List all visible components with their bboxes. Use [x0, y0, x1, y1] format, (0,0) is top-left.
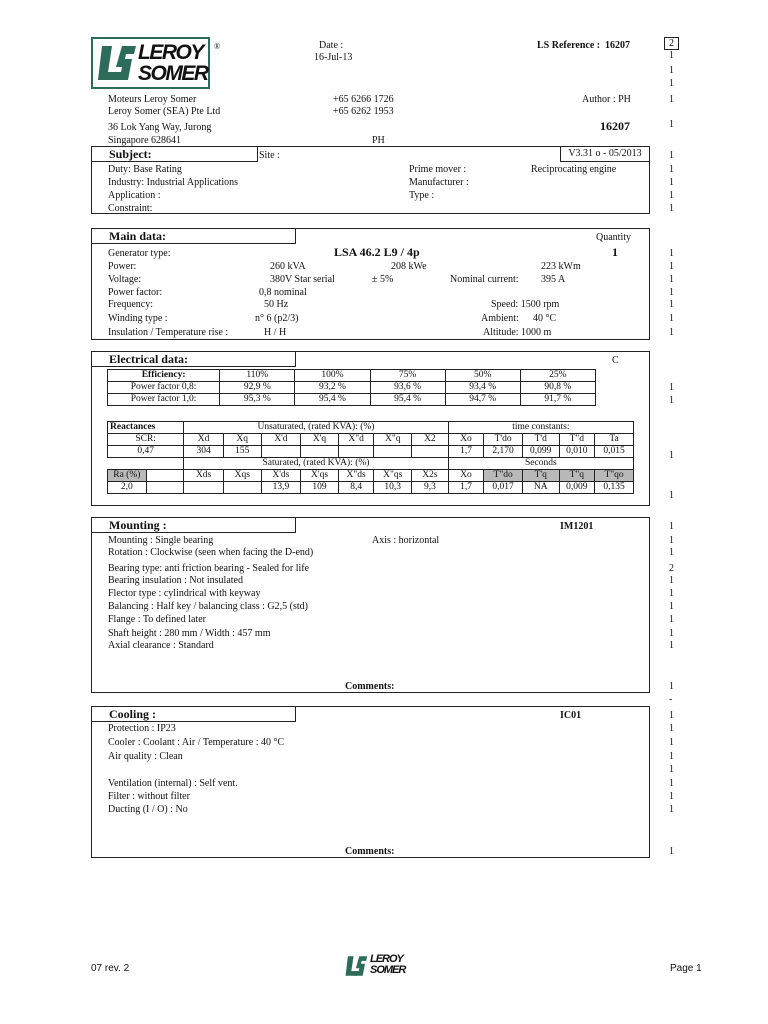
- eff-row-pf10-label: Power factor 1,0:: [108, 394, 220, 406]
- react-val: 304: [184, 446, 224, 458]
- margin-marker: 1: [669, 535, 674, 546]
- footer-logo-somer: SOMER: [370, 964, 406, 976]
- margin-marker: 1: [669, 640, 674, 651]
- margin-marker: 1: [669, 150, 674, 161]
- sat-val: 0,017: [484, 482, 523, 494]
- author: Author : PH: [582, 94, 631, 105]
- scr-value: 0,47: [108, 446, 184, 458]
- electrical-data-title: Electrical data:: [91, 351, 296, 367]
- ra-label: Ra (%): [108, 470, 147, 482]
- altitude: Altitude: 1000 m: [483, 327, 552, 338]
- leroy-somer-logo: [98, 41, 221, 86]
- margin-marker: 1: [669, 681, 674, 692]
- nominal-current-label: Nominal current:: [450, 274, 519, 285]
- manufacturer-label: Manufacturer :: [409, 177, 469, 188]
- react-val: [338, 446, 374, 458]
- margin-marker: 1: [669, 751, 674, 762]
- react-val: 2,170: [484, 446, 523, 458]
- sat-val: NA: [522, 482, 559, 494]
- sat-head: X'qs: [301, 470, 339, 482]
- quantity-value: 1: [612, 245, 618, 259]
- generator-type-label: Generator type:: [108, 248, 171, 259]
- react-head: Xo: [448, 434, 484, 446]
- react-val: 0,010: [559, 446, 595, 458]
- react-val: 1,7: [448, 446, 484, 458]
- margin-marker: 1: [669, 490, 674, 501]
- margin-marker: 1: [669, 177, 674, 188]
- reactances-table: [107, 421, 634, 494]
- sat-val: 109: [301, 482, 339, 494]
- flector-type: Flector type : cylindrical with keyway: [108, 588, 261, 599]
- react-val: 0,015: [595, 446, 634, 458]
- sat-val: [184, 482, 224, 494]
- sat-head: Xqs: [223, 470, 261, 482]
- sat-head: T"q: [559, 470, 595, 482]
- margin-marker: 1: [669, 804, 674, 815]
- phone-1: +65 6266 1726: [333, 94, 394, 105]
- ambient-label: Ambient:: [481, 313, 519, 324]
- sat-head: X'ds: [261, 470, 301, 482]
- margin-marker: -: [669, 694, 673, 705]
- sat-head: X"qs: [374, 470, 412, 482]
- react-head: Xq: [223, 434, 261, 446]
- react-head: Ta: [595, 434, 634, 446]
- phone-2: +65 6262 1953: [333, 106, 394, 117]
- company-name-1: Moteurs Leroy Somer: [108, 94, 197, 105]
- mounting-comments: Comments:: [345, 681, 395, 692]
- reference-number: 16207: [600, 119, 630, 133]
- ra-value: 2,0: [108, 482, 147, 494]
- sat-head: T'q: [522, 470, 559, 482]
- bearing-insulation: Bearing insulation : Not insulated: [108, 575, 243, 586]
- date-value: 16-Jul-13: [314, 52, 353, 63]
- margin-marker: 1: [669, 50, 674, 61]
- scr-label: SCR:: [108, 434, 184, 446]
- rotation: Rotation : Clockwise (seen when facing the D-end): [108, 547, 314, 558]
- site-label: Site :: [259, 150, 280, 161]
- margin-marker: 1: [669, 274, 674, 285]
- margin-marker: 1: [669, 261, 674, 272]
- react-head: T'd: [522, 434, 559, 446]
- margin-marker: 1: [669, 614, 674, 625]
- mounting-type: Mounting : Single bearing: [108, 535, 214, 546]
- seconds-label: Seconds: [448, 458, 633, 470]
- speed: Speed: 1500 rpm: [491, 299, 560, 310]
- nominal-current-value: 395 A: [541, 274, 566, 285]
- insulation-label: Insulation / Temperature rise :: [108, 327, 229, 338]
- margin-marker: 1: [669, 164, 674, 175]
- margin-marker: 1: [669, 313, 674, 324]
- blank-cell: [108, 458, 184, 470]
- logo-registered-mark: ®: [214, 42, 221, 51]
- quantity-label: Quantity: [596, 232, 631, 243]
- sat-head: Xo: [448, 470, 484, 482]
- react-val: [301, 446, 339, 458]
- margin-marker: 1: [669, 450, 674, 461]
- react-val: [374, 446, 412, 458]
- address-line-1: 36 Lok Yang Way, Jurong: [108, 122, 212, 133]
- sat-head: X"ds: [338, 470, 374, 482]
- air-quality: Air quality : Clean: [108, 751, 183, 762]
- eff-head-50: 50%: [445, 370, 520, 382]
- margin-marker: 1: [669, 248, 674, 259]
- react-head: T'do: [484, 434, 523, 446]
- eff-cell: 93,2 %: [295, 382, 370, 394]
- eff-head-label: Efficiency:: [108, 370, 220, 382]
- ventilation: Ventilation (internal) : Self vent.: [108, 778, 238, 789]
- react-val: [412, 446, 449, 458]
- margin-marker: 1: [669, 395, 674, 406]
- time-constants-label: time constants:: [448, 422, 633, 434]
- ducting: Ducting (I / O) : No: [108, 804, 188, 815]
- sat-val: 8,4: [338, 482, 374, 494]
- winding-value: n° 6 (p2/3): [255, 313, 299, 324]
- margin-marker: 1: [669, 588, 674, 599]
- voltage-tolerance: ± 5%: [372, 274, 394, 285]
- eff-cell: 94,7 %: [445, 394, 520, 406]
- margin-marker: 1: [669, 628, 674, 639]
- logo-text-somer: SOMER: [138, 62, 208, 85]
- margin-marker: 1: [669, 710, 674, 721]
- cooler: Cooler : Coolant : Air / Temperature : 40 °C: [108, 737, 285, 748]
- frequency-value: 50 Hz: [264, 299, 289, 310]
- react-head: X"q: [374, 434, 412, 446]
- ambient-value: 40 °C: [533, 313, 557, 324]
- protection: Protection : IP23: [108, 723, 176, 734]
- prime-mover-label: Prime mover :: [409, 164, 467, 175]
- efficiency-table: [107, 369, 596, 406]
- eff-cell: 95,3 %: [220, 394, 295, 406]
- insulation-value: H / H: [264, 327, 287, 338]
- margin-marker: 1: [669, 601, 674, 612]
- sat-val: 1,7: [448, 482, 484, 494]
- company-name-2: Leroy Somer (SEA) Pte Ltd: [108, 106, 221, 117]
- eff-head-25: 25%: [520, 370, 595, 382]
- cooling-code: IC01: [560, 710, 582, 721]
- eff-cell: 95,4 %: [295, 394, 370, 406]
- eff-cell: 95,4 %: [370, 394, 445, 406]
- margin-marker: 1: [669, 287, 674, 298]
- margin-marker: 1: [669, 190, 674, 201]
- ls-reference-value: 16207: [605, 40, 630, 51]
- react-head: Xd: [184, 434, 224, 446]
- margin-marker: 1: [669, 119, 674, 130]
- cooling-comments: Comments:: [345, 846, 395, 857]
- eff-cell: 90,8 %: [520, 382, 595, 394]
- address-line-2: Singapore 628641: [108, 135, 182, 146]
- margin-marker: 1: [669, 723, 674, 734]
- power-kwm: 223 kWm: [541, 261, 581, 272]
- margin-marker: 1: [669, 737, 674, 748]
- mounting-title: Mounting :: [91, 517, 296, 533]
- margin-marker: 1: [669, 791, 674, 802]
- power-factor-label: Power factor:: [108, 287, 163, 298]
- eff-head-110: 110%: [220, 370, 295, 382]
- eff-head-100: 100%: [295, 370, 370, 382]
- type-label: Type :: [409, 190, 435, 201]
- subject-title: Subject:: [91, 146, 258, 162]
- application: Application :: [108, 190, 161, 201]
- power-factor-value: 0,8 nominal: [259, 287, 307, 298]
- footer-logo: [345, 953, 425, 979]
- voltage-label: Voltage:: [108, 274, 142, 285]
- eff-cell: 92,9 %: [220, 382, 295, 394]
- bearing-type: Bearing type: anti friction bearing - Sealed for life: [108, 563, 310, 574]
- revision: 07 rev. 2: [91, 963, 130, 974]
- margin-marker: 1: [669, 846, 674, 857]
- margin-marker: 1: [669, 547, 674, 558]
- shaft-height: Shaft height : 280 mm / Width : 457 mm: [108, 628, 271, 639]
- margin-marker: 1: [669, 327, 674, 338]
- reactances-label: Reactances: [108, 422, 184, 434]
- generator-type-value: LSA 46.2 L9 / 4p: [334, 245, 420, 259]
- axial-clearance: Axial clearance : Standard: [108, 640, 214, 651]
- power-kva: 260 kVA: [270, 261, 306, 272]
- sat-val: 9,3: [412, 482, 449, 494]
- eff-head-75: 75%: [370, 370, 445, 382]
- eff-cell: 93,4 %: [445, 382, 520, 394]
- constraint: Constraint:: [108, 203, 153, 214]
- sat-head: T"qo: [595, 470, 634, 482]
- sat-head: T"do: [484, 470, 523, 482]
- unsaturated-label: Unsaturated, (rated KVA): (%): [184, 422, 448, 434]
- margin-marker: 1: [669, 575, 674, 586]
- margin-marker: 1: [669, 65, 674, 76]
- flange: Flange : To defined later: [108, 614, 206, 625]
- footer-logo-leroy: LEROY: [370, 953, 403, 965]
- voltage-value: 380V Star serial: [270, 274, 335, 285]
- filter: Filter : without filter: [108, 791, 190, 802]
- margin-marker: 1: [669, 382, 674, 393]
- margin-marker: 2: [669, 563, 674, 574]
- industry: Industry: Industrial Applications: [108, 177, 238, 188]
- margin-marker: 1: [669, 94, 674, 105]
- react-head: X"d: [338, 434, 374, 446]
- balancing: Balancing : Half key / balancing class : G2,5 (std): [108, 601, 308, 612]
- sat-head: X2s: [412, 470, 449, 482]
- eff-cell: 93,6 %: [370, 382, 445, 394]
- margin-marker: 1: [669, 778, 674, 789]
- eff-row-pf08-label: Power factor 0,8:: [108, 382, 220, 394]
- logo-text-leroy: LEROY: [138, 41, 203, 64]
- sat-val: 10,3: [374, 482, 412, 494]
- sat-head: Xds: [184, 470, 224, 482]
- page-count-box: 2: [664, 37, 679, 50]
- mounting-code: IM1201: [560, 521, 594, 532]
- date-label: Date :: [319, 40, 344, 51]
- eff-cell: 91,7 %: [520, 394, 595, 406]
- react-head: X2: [412, 434, 449, 446]
- duty: Duty: Base Rating: [108, 164, 182, 175]
- margin-marker: 1: [669, 764, 674, 775]
- axis: Axis : horizontal: [372, 535, 440, 546]
- electrical-c-label: C: [612, 355, 619, 366]
- version-box: V3.31 o - 05/2013: [560, 146, 650, 162]
- sat-head: [146, 470, 184, 482]
- react-head: X'q: [301, 434, 339, 446]
- prime-mover-value: Reciprocating engine: [531, 164, 617, 175]
- page-number: Page 1: [670, 963, 702, 974]
- power-label: Power:: [108, 261, 137, 272]
- sat-val: 0,135: [595, 482, 634, 494]
- author-initials: PH: [372, 135, 385, 146]
- margin-marker: 1: [669, 299, 674, 310]
- react-head: T"d: [559, 434, 595, 446]
- saturated-label: Saturated, (rated KVA): (%): [184, 458, 448, 470]
- react-val: [261, 446, 301, 458]
- margin-marker: 1: [669, 521, 674, 532]
- react-val: 0,099: [522, 446, 559, 458]
- frequency-label: Frequency:: [108, 299, 153, 310]
- sat-val: 13,9: [261, 482, 301, 494]
- sat-val: [146, 482, 184, 494]
- react-head: X'd: [261, 434, 301, 446]
- winding-label: Winding type :: [108, 313, 168, 324]
- power-kwe: 208 kWe: [391, 261, 427, 272]
- ls-reference-label: LS Reference :: [537, 40, 601, 51]
- react-val: 155: [223, 446, 261, 458]
- margin-marker: 1: [669, 203, 674, 214]
- margin-marker: 1: [669, 78, 674, 89]
- cooling-title: Cooling :: [91, 706, 296, 722]
- sat-val: 0,009: [559, 482, 595, 494]
- sat-val: [223, 482, 261, 494]
- main-data-title: Main data:: [91, 228, 296, 244]
